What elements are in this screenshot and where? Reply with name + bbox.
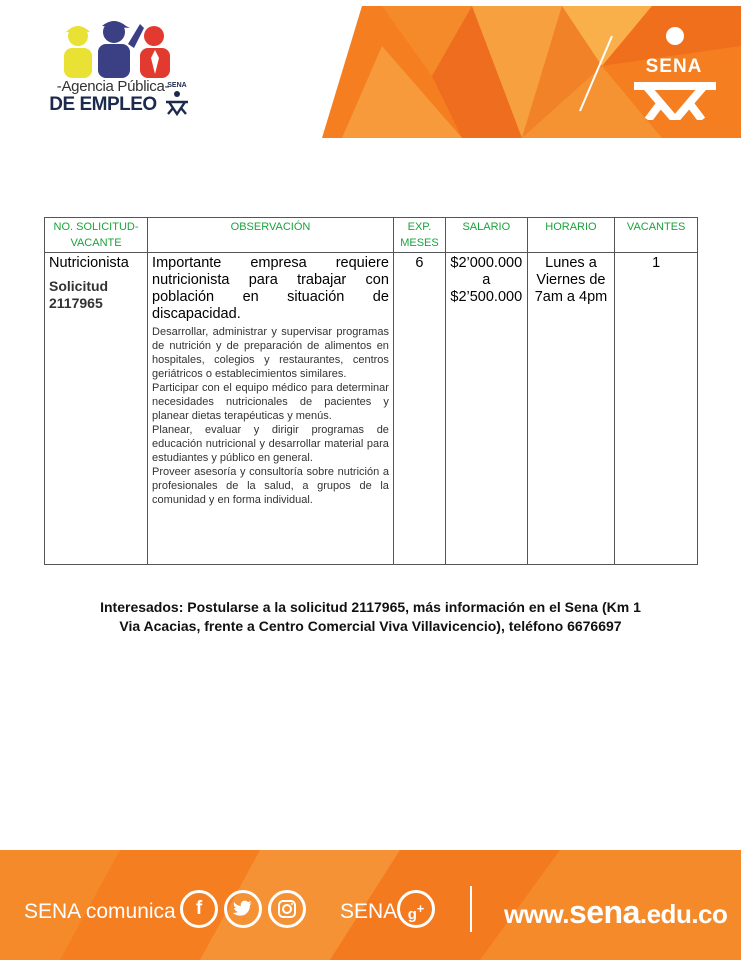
facebook-icon[interactable]: f	[180, 890, 218, 928]
header-horario: HORARIO	[527, 218, 615, 253]
workers-figures-icon	[56, 18, 176, 80]
sena-mark-icon	[164, 90, 190, 116]
instagram-icon[interactable]	[268, 890, 306, 928]
funcion-item: Proveer asesoría y consultoría sobre nutrición a profesionales de la salud, a grupos de la comunidad y en forma individual.	[152, 466, 389, 506]
twitter-bird-icon	[233, 900, 253, 918]
sena-comunica-label: SENA comunica	[24, 900, 176, 923]
mini-sena-text: SENA	[167, 82, 187, 89]
twitter-icon[interactable]	[224, 890, 262, 928]
funcion-item: Participar con el equipo médico para determinar necesidades nutricionales de pacientes y planear dietas terapéuticas y menús.	[152, 382, 389, 422]
header-salario: SALARIO	[445, 218, 527, 253]
funcion-item: Desarrollar, administrar y supervisar programas de nutrición y de preparación de alimentos en hospitales, colegios y restaurantes, centros geriátricos o establecimientos similares.	[152, 326, 389, 380]
web-prefix: www.	[504, 899, 569, 929]
cell-exp-meses: 6	[393, 253, 445, 565]
header-vacantes: VACANTES	[615, 218, 698, 253]
sena-brand-logo	[620, 20, 730, 120]
footer-divider	[470, 886, 472, 932]
web-brand: sena	[568, 894, 640, 930]
table-row	[45, 253, 698, 565]
cell-observacion	[148, 253, 394, 565]
cell-horario: Lunes a Viernes de 7am a 4pm	[527, 253, 615, 565]
contact-info: Interesados: Postularse a la solicitud 2117965, más información en el Sena (Km 1 Via Acacias, frente a Centro Comercial Viva Villavicencio), teléfono 6676697	[100, 599, 641, 634]
header-solicitud: NO. SOLICITUD-VACANTE	[45, 218, 148, 253]
google-plus-icon[interactable]: g+	[397, 890, 435, 928]
vacancy-table	[44, 217, 698, 565]
agencia-publica-logo	[38, 18, 188, 118]
solicitud-number: Solicitud 2117965	[49, 278, 109, 311]
cell-salario: $2’000.000 a $2’500.000	[445, 253, 527, 565]
website-link[interactable]	[504, 894, 727, 931]
logo-line-agencia: -Agencia Pública-	[56, 78, 170, 95]
table-header-row	[45, 218, 698, 253]
cell-vacantes: 1	[615, 253, 698, 565]
mini-sena-logo	[164, 82, 190, 116]
observacion-lead: Importante empresa requiere nutricionista para trabajar con población en situación de discapacidad.	[152, 255, 389, 322]
camera-glyph-icon	[278, 900, 296, 918]
header-exp-meses: EXP. MESES	[393, 218, 445, 253]
web-suffix: .edu.co	[639, 899, 728, 929]
sena-brand-text: SENA	[645, 56, 703, 77]
sena-footer-label: SENA	[340, 900, 398, 923]
logo-line-empleo: DE EMPLEO	[49, 94, 157, 115]
vacante-name: Nutricionista	[49, 255, 129, 271]
page-footer	[0, 850, 741, 960]
header-observacion: OBSERVACIÓN	[148, 218, 394, 253]
cell-vacante	[45, 253, 148, 565]
page-header	[0, 0, 741, 150]
funcion-item: Planear, evaluar y dirigir programas de educación nutricional y desarrollar material para estudiantes y público en general.	[152, 424, 389, 464]
